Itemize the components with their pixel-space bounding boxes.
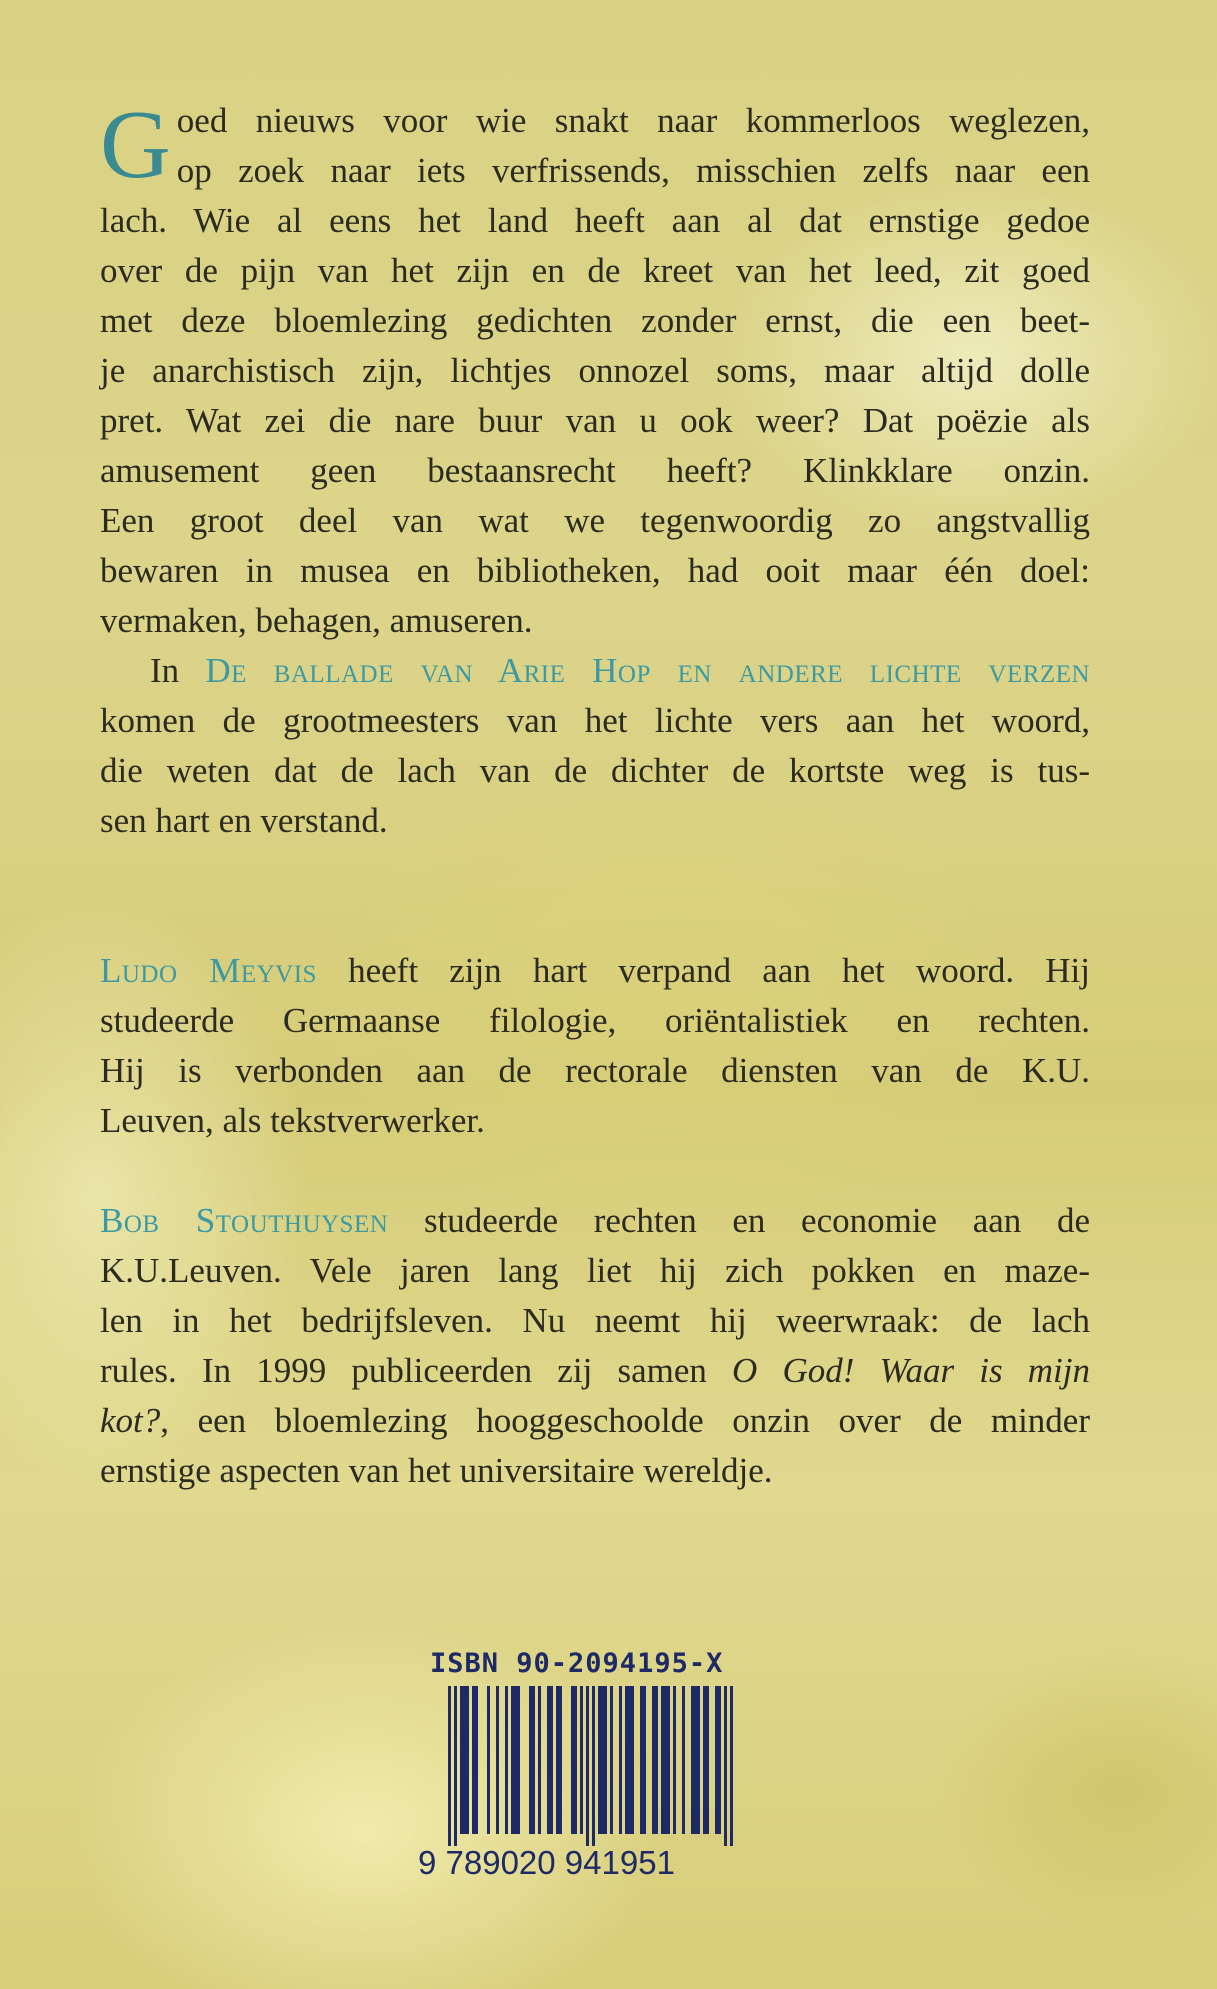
barcode-bar	[487, 1686, 490, 1834]
barcode-bar	[598, 1686, 601, 1834]
author-name: Bob Stouthuysen	[100, 1201, 389, 1240]
barcode-bar	[460, 1686, 463, 1834]
barcode-bar	[730, 1686, 733, 1846]
barcode-bar	[571, 1686, 574, 1834]
author-bio-line: Hij is verbonden aan de rectorale diensten van de K.U.	[100, 1051, 1090, 1090]
barcode-bar	[628, 1686, 631, 1834]
author-bio-line: len in het bedrijfsleven. Nu neemt hij weerwraak: de lach	[100, 1301, 1090, 1340]
blurb-paragraph-2	[100, 646, 1090, 846]
barcode-bar	[640, 1686, 643, 1834]
author-bio-line: ernstige aspecten van het universitaire wereldje.	[100, 1451, 773, 1490]
barcode-bar	[643, 1686, 646, 1834]
author-bio-line: rules. In 1999 publiceerden zij samen O God! Waar is mijn	[100, 1351, 1090, 1390]
author-bio-line: Bob Stouthuysen studeerde rechten en economie aan de	[100, 1201, 1090, 1240]
barcode-bar	[625, 1686, 628, 1834]
blurb-line: met deze bloemlezing gedichten zonder ernst, die een beet-	[100, 301, 1090, 340]
blurb-line: pret. Wat zei die nare buur van u ook weer? Dat poëzie als	[100, 401, 1090, 440]
blurb-line: vermaken, behagen, amuseren.	[100, 601, 533, 640]
barcode-bar	[703, 1686, 706, 1834]
barcode-bar	[547, 1686, 550, 1834]
barcode-bar	[454, 1686, 457, 1846]
barcode-bar	[724, 1686, 727, 1846]
blurb-paragraph	[100, 91, 1090, 646]
blurb-line: lach. Wie al eens het land heeft aan al dat ernstige gedoe	[100, 201, 1090, 240]
barcode-bar	[667, 1686, 670, 1834]
barcode-bar	[550, 1686, 553, 1834]
author-bio-line: Ludo Meyvis heeft zijn hart verpand aan het woord. Hij	[100, 951, 1090, 990]
barcode-bar	[682, 1686, 685, 1834]
drop-cap: G	[100, 91, 171, 199]
author-bio-line: Leuven, als tekstverwerker.	[100, 1101, 485, 1140]
barcode-bar	[706, 1686, 709, 1834]
blurb-line: oed nieuws voor wie snakt naar kommerloos weglezen,	[176, 101, 1090, 140]
barcode-bars	[418, 1686, 788, 1846]
barcode-bar	[538, 1686, 541, 1834]
author-bio-2	[100, 1196, 1090, 1496]
barcode-bar	[673, 1686, 676, 1834]
barcode-bar	[694, 1686, 697, 1834]
barcode-bar	[601, 1686, 604, 1834]
blurb-line: amusement geen bestaansrecht heeft? Klinkklare onzin.	[100, 451, 1090, 490]
author-name: Ludo Meyvis	[100, 951, 317, 990]
barcode-bar	[610, 1686, 613, 1834]
barcode-bar	[475, 1686, 478, 1834]
blurb-title-line	[100, 646, 1090, 696]
barcode-bar	[664, 1686, 667, 1834]
blurb-line: je anarchistisch zijn, lichtjes onnozel soms, maar altijd dolle	[100, 351, 1090, 390]
barcode-bar	[514, 1686, 517, 1834]
barcode-bar	[592, 1686, 595, 1846]
barcode-bar	[655, 1686, 658, 1834]
barcode-bar	[718, 1686, 721, 1834]
barcode-bar	[448, 1686, 451, 1846]
barcode-bar	[715, 1686, 718, 1834]
para2-intro: In	[150, 651, 180, 690]
blurb-line: Een groot deel van wat we tegenwoordig zo angstvallig	[100, 501, 1090, 540]
book-title: kot?	[100, 1401, 161, 1440]
barcode-bar	[574, 1686, 577, 1834]
author-bio-line: kot?, een bloemlezing hooggeschoolde onzin over de minder	[100, 1401, 1090, 1440]
book-title: O God! Waar is mijn	[732, 1351, 1090, 1390]
blurb-line: sen hart en verstand.	[100, 801, 388, 840]
anthology-title: De ballade van Arie Hop en andere lichte verzen	[205, 651, 1091, 690]
barcode-bar	[505, 1686, 508, 1834]
author-bio-1	[100, 946, 1090, 1146]
barcode-bar	[529, 1686, 532, 1834]
barcode-bar	[619, 1686, 622, 1834]
barcode-bar	[661, 1686, 664, 1834]
barcode-bar	[472, 1686, 475, 1834]
blurb-line: komen de grootmeesters van het lichte vers aan het woord,	[100, 701, 1090, 740]
barcode-bar	[586, 1686, 589, 1846]
barcode-digits: 9 789020 941951	[418, 1844, 675, 1881]
blurb-line: bewaren in musea en bibliotheken, had ooit maar één doel:	[100, 551, 1090, 590]
barcode-bar	[652, 1686, 655, 1834]
barcode-bar	[559, 1686, 562, 1834]
barcode-bar	[517, 1686, 520, 1834]
barcode-bar	[556, 1686, 559, 1834]
blurb-line: die weten dat de lach van de dichter de kortste weg is tus-	[100, 751, 1090, 790]
barcode-bar	[496, 1686, 499, 1834]
isbn-label: ISBN 90-2094195-X	[430, 1648, 724, 1679]
barcode-bar	[604, 1686, 607, 1834]
barcode-bar	[466, 1686, 469, 1834]
barcode-bar	[580, 1686, 583, 1834]
barcode-bar	[691, 1686, 694, 1834]
blurb-line: op zoek naar iets verfrissends, misschien zelfs naar een	[176, 151, 1090, 190]
isbn-barcode	[418, 1648, 788, 1898]
barcode-bar	[532, 1686, 535, 1834]
blurb-line: over de pijn van het zijn en de kreet van het leed, zit goed	[100, 251, 1090, 290]
barcode-bar	[697, 1686, 700, 1834]
barcode-bar	[463, 1686, 466, 1834]
barcode-bar	[511, 1686, 514, 1834]
author-bio-line: studeerde Germaanse filologie, oriëntalistiek en rechten.	[100, 1001, 1090, 1040]
author-bio-line: K.U.Leuven. Vele jaren lang liet hij zich pokken en maze-	[100, 1251, 1090, 1290]
barcode-bar	[631, 1686, 634, 1834]
